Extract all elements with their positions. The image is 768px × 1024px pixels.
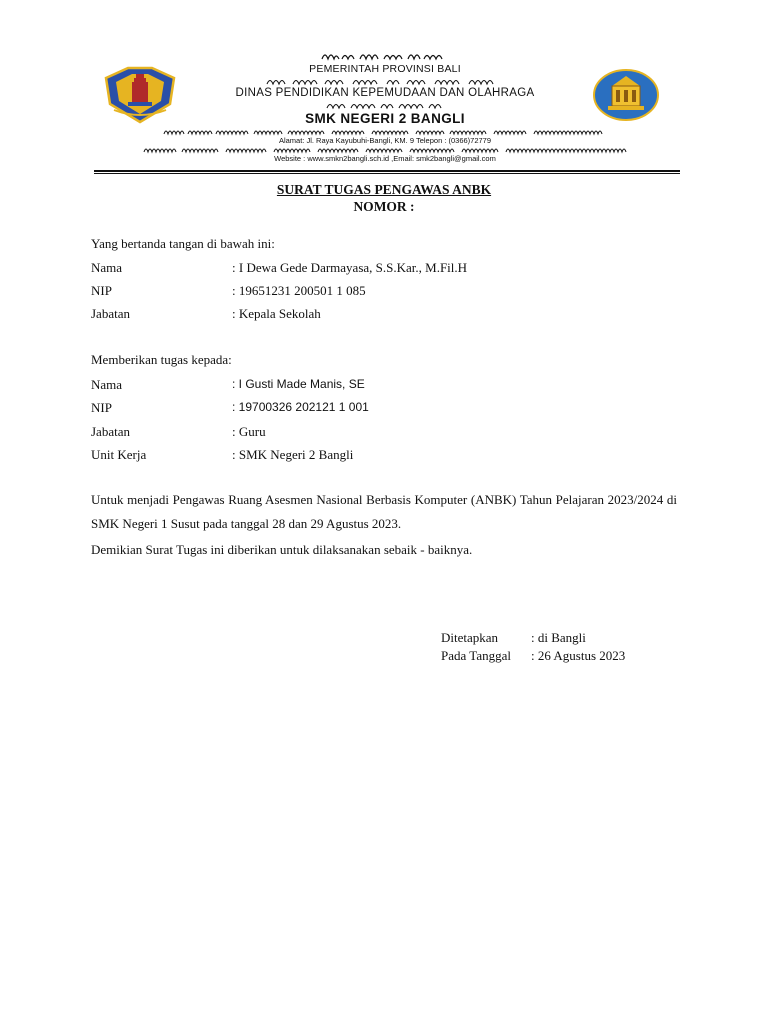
field-label: Nama [91,260,123,275]
assignee-name-row [91,377,677,395]
balinese-script-line [92,127,678,136]
balinese-script-line [92,76,678,87]
field-value: : I Gusti Made Manis, SE [232,377,365,391]
issued-date-label: Pada Tanggal [441,648,511,663]
assignee-intro: Memberikan tugas kepada: [91,352,232,367]
letterhead-rule [94,170,680,172]
letterhead-rule-thin [94,173,680,174]
signer-position-row [91,306,677,324]
field-label: NIP [91,400,112,415]
issued-date-value: : 26 Agustus 2023 [531,648,626,663]
balinese-script-line [92,50,678,63]
issued-place-label: Ditetapkan [441,630,499,645]
closing-statement: Demikian Surat Tugas ini diberikan untuk dilaksanakan sebaik - baiknya. [91,542,473,557]
school-address: Alamat: Jl. Raya Kayubuhi-Bangli, KM. 9 Telepon : (0366)72779 [278,135,492,145]
signer-nip-row [91,283,677,301]
letterhead [92,48,678,176]
field-label: Nama [91,377,123,392]
field-label: Jabatan [91,306,130,321]
field-value: : Guru [232,424,266,439]
government-heading: PEMERINTAH PROVINSI BALI [309,63,461,75]
assignee-nip-row [91,400,677,418]
signer-intro: Yang bertanda tangan di bawah ini: [91,236,275,251]
assignee-unit-row [91,447,677,465]
assignee-position-row [91,424,677,442]
field-value: : 19651231 200501 1 085 [232,283,366,298]
field-value: : 19700326 202121 1 001 [232,400,369,414]
signer-name-row [91,260,677,278]
document-number: NOMOR : [353,199,415,214]
field-label: NIP [91,283,112,298]
issued-place-value: : di Bangli [531,630,586,645]
balinese-script-line [92,100,678,111]
field-label: Jabatan [91,424,130,439]
field-value: : SMK Negeri 2 Bangli [232,447,354,462]
field-value: : Kepala Sekolah [232,306,321,321]
field-label: Unit Kerja [91,447,147,462]
school-website-email: Website : www.smkn2bangli.sch.id ,Email: smk2bangli@gmail.com [274,153,496,163]
assignment-purpose: Untuk menjadi Pengawas Ruang Asesmen Nasional Berbasis Komputer (ANBK) Tahun Pelajaran 2023/2024 di SMK Negeri 1 Susut pada tanggal 28 dan 29 Agustus 2023. [91,492,677,531]
department-heading: DINAS PENDIDIKAN KEPEMUDAAN DAN OLAHRAGA [235,86,535,99]
balinese-script-line [92,145,678,154]
document-title: SURAT TUGAS PENGAWAS ANBK [276,182,492,197]
field-value: : I Dewa Gede Darmayasa, S.S.Kar., M.Fil.H [232,260,468,275]
school-heading: SMK NEGERI 2 BANGLI [305,111,465,126]
